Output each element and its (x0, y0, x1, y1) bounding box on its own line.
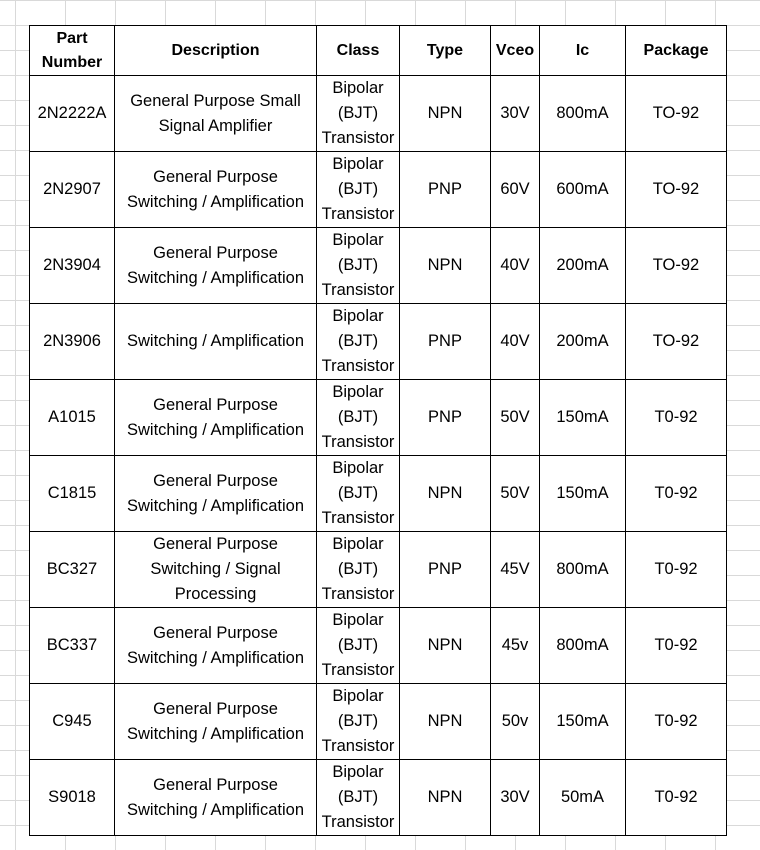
table-row (30, 152, 727, 228)
cell-ic[interactable]: 150mA (540, 456, 626, 532)
cell-class[interactable]: Bipolar (BJT) Transistor (317, 760, 400, 836)
transistor-table (29, 25, 727, 836)
cell-package[interactable]: TO-92 (626, 76, 727, 152)
cell-class[interactable]: Bipolar (BJT) Transistor (317, 152, 400, 228)
cell-vceo[interactable]: 50v (491, 684, 540, 760)
cell-vceo[interactable]: 40V (491, 304, 540, 380)
table-row (30, 380, 727, 456)
cell-ic[interactable]: 50mA (540, 760, 626, 836)
cell-package[interactable]: T0-92 (626, 760, 727, 836)
cell-class[interactable]: Bipolar (BJT) Transistor (317, 684, 400, 760)
cell-vceo[interactable]: 60V (491, 152, 540, 228)
cell-ic[interactable]: 150mA (540, 380, 626, 456)
cell-description[interactable]: General Purpose Switching / Amplification (115, 456, 317, 532)
header-package[interactable]: Package (626, 26, 727, 76)
cell-ic[interactable]: 200mA (540, 304, 626, 380)
cell-class[interactable]: Bipolar (BJT) Transistor (317, 76, 400, 152)
cell-description[interactable]: General Purpose Switching / Amplification (115, 760, 317, 836)
cell-vceo[interactable]: 30V (491, 760, 540, 836)
table-row (30, 456, 727, 532)
cell-package[interactable]: TO-92 (626, 304, 727, 380)
cell-part-number[interactable]: C945 (30, 684, 115, 760)
cell-package[interactable]: T0-92 (626, 380, 727, 456)
cell-vceo[interactable]: 50V (491, 380, 540, 456)
cell-description[interactable]: General Purpose Switching / Amplification (115, 228, 317, 304)
cell-part-number[interactable]: C1815 (30, 456, 115, 532)
cell-part-number[interactable]: 2N3906 (30, 304, 115, 380)
cell-class[interactable]: Bipolar (BJT) Transistor (317, 380, 400, 456)
cell-ic[interactable]: 200mA (540, 228, 626, 304)
cell-part-number[interactable]: 2N2222A (30, 76, 115, 152)
cell-class[interactable]: Bipolar (BJT) Transistor (317, 532, 400, 608)
header-description[interactable]: Description (115, 26, 317, 76)
table-row (30, 684, 727, 760)
header-type[interactable]: Type (400, 26, 491, 76)
cell-part-number[interactable]: 2N3904 (30, 228, 115, 304)
cell-description[interactable]: General Purpose Small Signal Amplifier (115, 76, 317, 152)
cell-package[interactable]: T0-92 (626, 456, 727, 532)
cell-class[interactable]: Bipolar (BJT) Transistor (317, 456, 400, 532)
cell-type[interactable]: NPN (400, 608, 491, 684)
cell-part-number[interactable]: BC337 (30, 608, 115, 684)
cell-part-number[interactable]: 2N2907 (30, 152, 115, 228)
cell-vceo[interactable]: 45V (491, 532, 540, 608)
cell-package[interactable]: T0-92 (626, 684, 727, 760)
cell-part-number[interactable]: BC327 (30, 532, 115, 608)
cell-part-number[interactable]: S9018 (30, 760, 115, 836)
cell-description[interactable]: General Purpose Switching / Amplification (115, 380, 317, 456)
header-ic[interactable]: Ic (540, 26, 626, 76)
table-row (30, 304, 727, 380)
cell-type[interactable]: NPN (400, 456, 491, 532)
cell-type[interactable]: NPN (400, 76, 491, 152)
cell-description[interactable]: General Purpose Switching / Amplification (115, 684, 317, 760)
cell-description[interactable]: General Purpose Switching / Signal Processing (115, 532, 317, 608)
cell-package[interactable]: T0-92 (626, 608, 727, 684)
cell-ic[interactable]: 800mA (540, 76, 626, 152)
table-row (30, 608, 727, 684)
table-row (30, 228, 727, 304)
cell-type[interactable]: NPN (400, 684, 491, 760)
cell-class[interactable]: Bipolar (BJT) Transistor (317, 608, 400, 684)
cell-part-number[interactable]: A1015 (30, 380, 115, 456)
cell-type[interactable]: NPN (400, 760, 491, 836)
header-row (30, 26, 727, 76)
cell-ic[interactable]: 800mA (540, 532, 626, 608)
cell-class[interactable]: Bipolar (BJT) Transistor (317, 304, 400, 380)
header-vceo[interactable]: Vceo (491, 26, 540, 76)
header-part-number[interactable]: Part Number (30, 26, 115, 76)
cell-class[interactable]: Bipolar (BJT) Transistor (317, 228, 400, 304)
cell-vceo[interactable]: 45v (491, 608, 540, 684)
cell-package[interactable]: T0-92 (626, 532, 727, 608)
cell-package[interactable]: TO-92 (626, 152, 727, 228)
cell-type[interactable]: NPN (400, 228, 491, 304)
cell-type[interactable]: PNP (400, 380, 491, 456)
cell-vceo[interactable]: 30V (491, 76, 540, 152)
table-row (30, 760, 727, 836)
cell-ic[interactable]: 150mA (540, 684, 626, 760)
cell-type[interactable]: PNP (400, 304, 491, 380)
table-row (30, 532, 727, 608)
header-class[interactable]: Class (317, 26, 400, 76)
table-row (30, 76, 727, 152)
cell-package[interactable]: TO-92 (626, 228, 727, 304)
table-body (30, 76, 727, 836)
cell-description[interactable]: Switching / Amplification (115, 304, 317, 380)
cell-ic[interactable]: 800mA (540, 608, 626, 684)
cell-description[interactable]: General Purpose Switching / Amplification (115, 608, 317, 684)
cell-vceo[interactable]: 40V (491, 228, 540, 304)
cell-type[interactable]: PNP (400, 532, 491, 608)
cell-description[interactable]: General Purpose Switching / Amplification (115, 152, 317, 228)
cell-type[interactable]: PNP (400, 152, 491, 228)
cell-ic[interactable]: 600mA (540, 152, 626, 228)
cell-vceo[interactable]: 50V (491, 456, 540, 532)
